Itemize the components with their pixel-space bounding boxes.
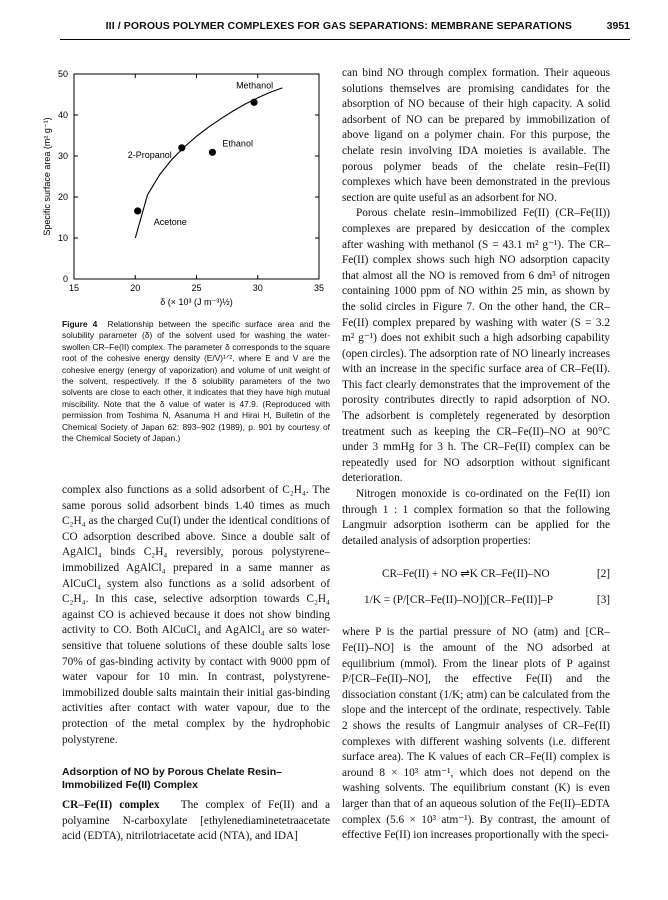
- equation-2: [342, 563, 610, 587]
- page-number: 3951: [606, 20, 630, 32]
- right-paragraph-4: where P is the partial pressure of NO (atm) and [CR–Fe(II)–NO] is the amount of the NO adsorbed at equilibrium (mmol). From the linear plots of P against P/[CR–Fe(II)–NO], the effective Fe(II) and the dissociation constant (1/K; atm) can be calculated from the slope and the intercept of the ordinate, respectively. Table 2 shows the results of Langmuir analyses of CR–Fe(II) complexes with different washing solvents (i.e. different surface area). The K values of each CR–Fe(II) complex is around 8 × 10³ atm⁻¹, which does not depend on the washing solvents. The equilibrium constant (K) is even larger than that of an aqueous solution of the Fe(II)–EDTA complex (5.6 × 10³ atm⁻¹). By contrast, the amount of effective Fe(II) ion increases proportionally with the speci-: [342, 626, 610, 842]
- x-tick-label: 30: [252, 283, 263, 293]
- y-axis-label: Specific surface area (m² g⁻¹): [42, 117, 52, 236]
- section-heading: Adsorption of NO by Porous Chelate Resin–Immobilized Fe(II) Complex: [62, 766, 282, 792]
- point-label-methanol: Methanol: [236, 80, 274, 91]
- header-rule: [60, 39, 630, 40]
- point-label-acetone: Acetone: [153, 216, 187, 227]
- caption-label: Figure 4: [62, 319, 98, 329]
- data-point-2-propanol: [178, 144, 185, 151]
- right-column: [342, 66, 610, 844]
- equation-3-number: [3]: [596, 594, 610, 607]
- plot-frame: [74, 74, 319, 279]
- x-tick-label: 15: [68, 283, 80, 293]
- trend-curve: [135, 88, 282, 238]
- figure-4-chart: [4, 62, 334, 312]
- y-tick-label: 0: [62, 274, 68, 284]
- equation-3: [342, 589, 610, 613]
- left-paragraph-2-text: The complex of Fe(II) and a polyamine N-carboxylate [ethylenediaminetetraacetate acid (EDTA), nitrilotriacetate acid (NTA), and IDA]: [62, 799, 330, 843]
- runin-heading: CR–Fe(II) complex: [62, 799, 160, 812]
- x-tick-label: 35: [313, 283, 325, 293]
- data-point-methanol: [250, 99, 257, 106]
- caption-text: Relationship between the specific surface area and the solubility parameter (δ) of the solvent used for washing the water-swollen CR–Fe(II) complex. The parameter δ corresponds to the square root of the cohesive energy density (E/V)¹ᐟ², where E and V are the cohesive energy (energy of vaporization) and volume of unit weight of the solvent, respectively. If the δ solubility parameters of the two solvents are close to each other, it indicates that they have high mutual miscibility. Note that the δ value of water is 47.9. (Reproduced with permission from Toshima N, Asanuma H and Hirai H, Bulletin of the Chemical Society of Japan 62: 893–902 (1989), p. 901 by courtesy of the Chemical Society of Japan.): [62, 319, 330, 444]
- right-paragraph-2: Porous chelate resin–immobilized Fe(II) (CR–Fe(II)) complexes are prepared by desiccation of the complex after washing with methanol (S = 43.1 m² g⁻¹). The CR–Fe(II) complex shows such high NO adsorption capacity that almost all the NO is removed from 6 dm³ of nitrogen containing 1000 ppm of NO within 25 min, as shown by the solid circles in Figure 7. On the other hand, the CR–Fe(II) complex prepared by washing with water (S = 3.2 m² g⁻¹) does not exhibit such a high adsorbing capability (open circles). The adsorption rate of NO linearly increases with an increase in the specific surface area of CR–Fe(II). This fact clearly demonstrates that the improvement of the porosity contributes directly to rapid adsorption of NO. The adsorbent is completely regenerated by desorption treatment such as keeping the CR–Fe(II)–NO at 90°C under 3 mmHg for 3 h. The CR–Fe(II) complex can be repeatedly used for NO adsorption without significant deterioration.: [342, 207, 610, 485]
- left-paragraph-1: complex also functions as a solid adsorbent of C₂H₄. The same porous solid adsorbent binds 1.40 times as much C₂H₄ as the charged Cu(I) under the identical conditions of CO adsorption described above. Since a double salt of AgAlCl₄ binds C₂H₄ reversibly, porous polystyrene–immobilized AgAlCl₄ prepared in a same manner as AlCuCl₄ system also functions as a solid adsorbent of C₂H₄. In this case, selective adsorption towards C₂H₄ against CO is achieved because it does not show binding activity to CO. Both AlCuCl₄ and AgAlCl₄ are so water-sensitive that toluene solutions of these double salts lose 70% of gas-binding activity by contact with 9000 ppm of water vapour for 10 min. In contrast, polystyrene-immobilized double salts maintain their initial gas-binding activities after contact with water vapour, due to the protection of the metal complex by the hydrophobic polystyrene.: [62, 484, 330, 746]
- y-tick-label: 10: [57, 233, 68, 243]
- equation-2-number: [2]: [596, 568, 610, 581]
- running-header: [60, 14, 630, 34]
- y-tick-label: 40: [57, 110, 68, 120]
- x-tick-label: 25: [191, 283, 202, 293]
- x-axis-label: δ (× 10³ (J m⁻³)½): [160, 297, 233, 307]
- running-title: III / POROUS POLYMER COMPLEXES FOR GAS SEPARATIONS: MEMBRANE SEPARATIONS: [105, 20, 572, 32]
- figure-4-caption: [62, 319, 330, 444]
- point-label-ethanol: Ethanol: [222, 138, 253, 149]
- point-label-2-propanol: 2-Propanol: [127, 149, 172, 160]
- y-tick-label: 20: [57, 192, 68, 202]
- right-paragraph-3: Nitrogen monoxide is co-ordinated on the Fe(II) ion through 1 : 1 complex formation so that the following Langmuir adsorption isotherm can be applied for the detailed analysis of adsorption properties:: [342, 488, 610, 547]
- left-column: [62, 483, 330, 845]
- equation-3-text: 1/K = (P/[CR–Fe(II)–NO])[CR–Fe(II)]–P: [364, 594, 553, 607]
- left-paragraph-2: [62, 798, 330, 845]
- data-point-acetone: [134, 207, 141, 214]
- x-tick-label: 20: [130, 283, 141, 293]
- right-paragraph-1: can bind NO through complex formation. Their aqueous solutions themselves are promising candidates for the absorption of NO because of their high capacity. A solid adsorbent of NO can be prepared by immobilization of above ligand on a polymer chain. For this purpose, the chelate resin involving IDA moieties is available. The porous polymer beads of the chelate resin–Fe(II) complexes which have been demonstrated in the previous section are quite useful as an adsorbent for NO.: [342, 67, 610, 204]
- equation-2-text: CR–Fe(II) + NO ⇌K CR–Fe(II)–NO: [382, 568, 550, 581]
- data-point-ethanol: [209, 149, 216, 156]
- y-tick-label: 50: [57, 69, 68, 79]
- y-tick-label: 30: [57, 151, 68, 161]
